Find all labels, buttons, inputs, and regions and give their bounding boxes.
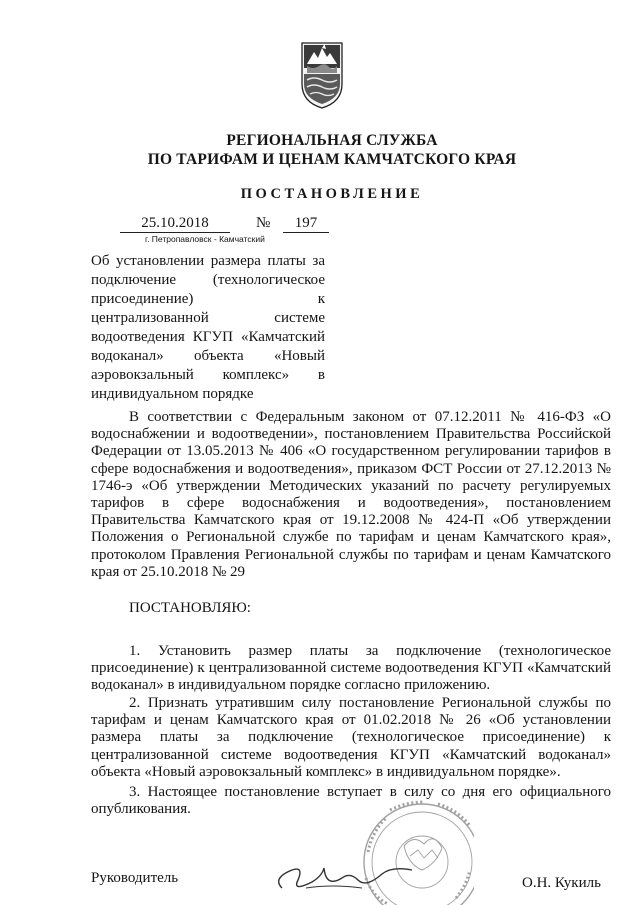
organization-name-line2: ПО ТАРИФАМ И ЦЕНАМ КАМЧАТСКОГО КРАЯ bbox=[147, 151, 517, 168]
document-number: 197 bbox=[283, 215, 329, 233]
clause-1: 1. Установить размер платы за подключение (технологическое присоединение) к централизованной системе водоотведения КГУП «Камчатский водоканал» в индивидуальном порядке согласно приложению. bbox=[91, 643, 611, 694]
signer-name: О.Н. Кукиль bbox=[522, 875, 601, 891]
preamble-paragraph: В соответствии с Федеральным законом от 07.12.2011 № 416-ФЗ «О водоснабжении и водоотведении», постановлением Правительства Российской Федерации от 13.05.2013 № 406 «О государственном регулировании тарифов в сфере водоснабжения и водоотведения», приказом ФСТ России от 27.12.2013 № 1746-э «Об утверждении Методических указаний по расчету регулируемых тарифов в сфере водоснабжения и водоотведения», постановлением Правительства Камчатского края от 19.12.2008 № 424-П «Об утверждении Положения о Региональной службе по тарифам и ценам Камчатского края», протоколом Правления Региональной службы по тарифам и ценам Камчатского края от 25.10.2018 № 29 bbox=[91, 409, 611, 580]
document-title: ПОСТАНОВЛЕНИЕ bbox=[240, 186, 424, 202]
document-city: г. Петропавловск - Камчатский bbox=[145, 234, 265, 244]
decree-heading: ПОСТАНОВЛЯЮ: bbox=[129, 600, 251, 616]
clause-3: 3. Настоящее постановление вступает в силу со дня его официального опубликования. bbox=[91, 784, 611, 818]
organization-name-line1: РЕГИОНАЛЬНАЯ СЛУЖБА bbox=[226, 132, 438, 149]
document-subject: Об установлении размера платы за подключение (технологическое присоединение) к централизованной системе водоотведения КГУП «Камчатский водоканал» объекта «Новый аэровокзальный комплекс» в индивидуальном порядке bbox=[91, 253, 325, 402]
signer-position: Руководитель bbox=[91, 870, 179, 886]
coat-of-arms-icon bbox=[299, 40, 345, 110]
number-sign: № bbox=[256, 215, 271, 231]
signature-icon bbox=[262, 858, 432, 898]
clause-2: 2. Признать утратившим силу постановление Региональной службы по тарифам и ценам Камчатского края от 01.02.2018 № 26 «Об установлении размера платы за подключение (технологическое присоединение) к централизованной системе водоотведения КГУП «Камчатский водоканал» объекта «Новый аэровокзальный комплекс» в индивидуальном порядке». bbox=[91, 695, 611, 780]
document-date: 25.10.2018 bbox=[120, 215, 230, 233]
